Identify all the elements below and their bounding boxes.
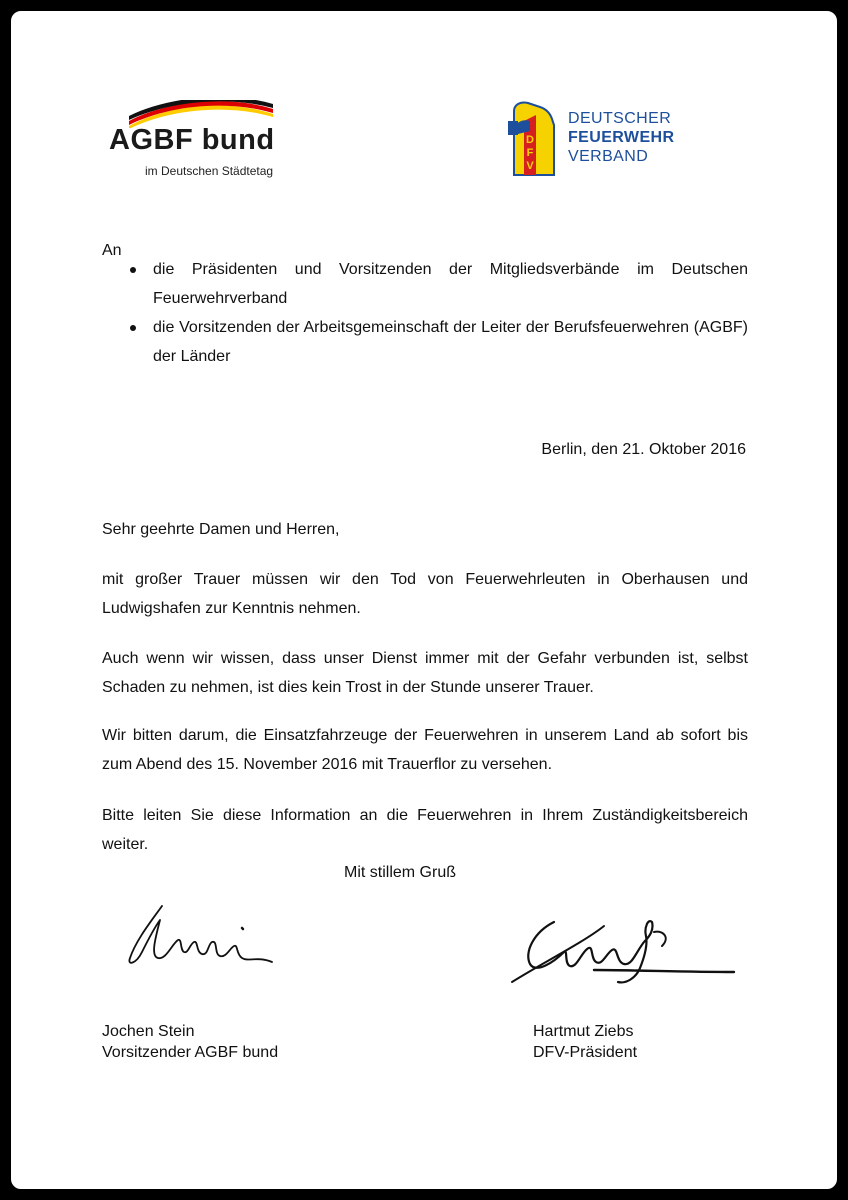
- signer-role: Vorsitzender AGBF bund: [102, 1044, 279, 1061]
- signer-name: Hartmut Ziebs: [533, 1023, 634, 1040]
- dfv-helmet-emblem-icon: [506, 101, 562, 177]
- signature-left: [122, 900, 282, 970]
- body-paragraph: Auch wenn wir wissen, dass unser Dienst immer mit der Gefahr verbunden ist, selbst Schaden zu nehmen, ist dies kein Trost in der Stunde unserer Trauer.: [102, 650, 748, 696]
- signature-right: [494, 912, 744, 992]
- body-paragraph: Bitte leiten Sie diese Information an die Feuerwehren in Ihrem Zuständigkeitsbereich weiter.: [102, 807, 748, 853]
- agbf-name: AGBF bund: [109, 124, 275, 156]
- svg-text:V: V: [526, 160, 534, 172]
- recipient-list: [102, 255, 748, 371]
- agbf-subtitle: im Deutschen Städtetag: [145, 164, 274, 178]
- letter-page: [11, 11, 837, 1189]
- body-paragraph: mit großer Trauer müssen wir den Tod von Feuerwehrleuten in Oberhausen und Ludwigshafen zur Kenntnis nehmen.: [102, 571, 748, 617]
- svg-text:F: F: [526, 147, 534, 159]
- dfv-line-2: FEUERWEHR: [568, 129, 675, 146]
- dfv-logo: [506, 101, 726, 183]
- dateline: Berlin, den 21. Oktober 2016: [541, 441, 746, 458]
- dfv-line-3: VERBAND: [568, 148, 649, 165]
- signer-name: Jochen Stein: [102, 1023, 195, 1040]
- dfv-wordmark: [568, 109, 674, 166]
- recipients-intro: An: [102, 242, 122, 259]
- signer-left: [102, 1021, 278, 1063]
- signer-right: [533, 1021, 637, 1063]
- body-paragraph: Wir bitten darum, die Einsatzfahrzeuge der Feuerwehren in unserem Land ab sofort bis zum Abend des 15. November 2016 mit Trauerflor zu versehen.: [102, 727, 748, 773]
- signer-role: DFV-Präsident: [533, 1044, 638, 1061]
- closing: Mit stillem Gruß: [344, 864, 456, 881]
- recipient-item: die Präsidenten und Vorsitzenden der Mitgliedsverbände im Deutschen Feuerwehrverband: [102, 255, 748, 313]
- recipient-item: die Vorsitzenden der Arbeitsgemeinschaft der Leiter der Berufsfeuerwehren (AGBF) der Länder: [102, 313, 748, 371]
- salutation: Sehr geehrte Damen und Herren,: [102, 521, 340, 538]
- agbf-bund-logo: [109, 100, 299, 182]
- dfv-line-1: DEUTSCHER: [568, 110, 672, 127]
- svg-text:D: D: [526, 134, 534, 146]
